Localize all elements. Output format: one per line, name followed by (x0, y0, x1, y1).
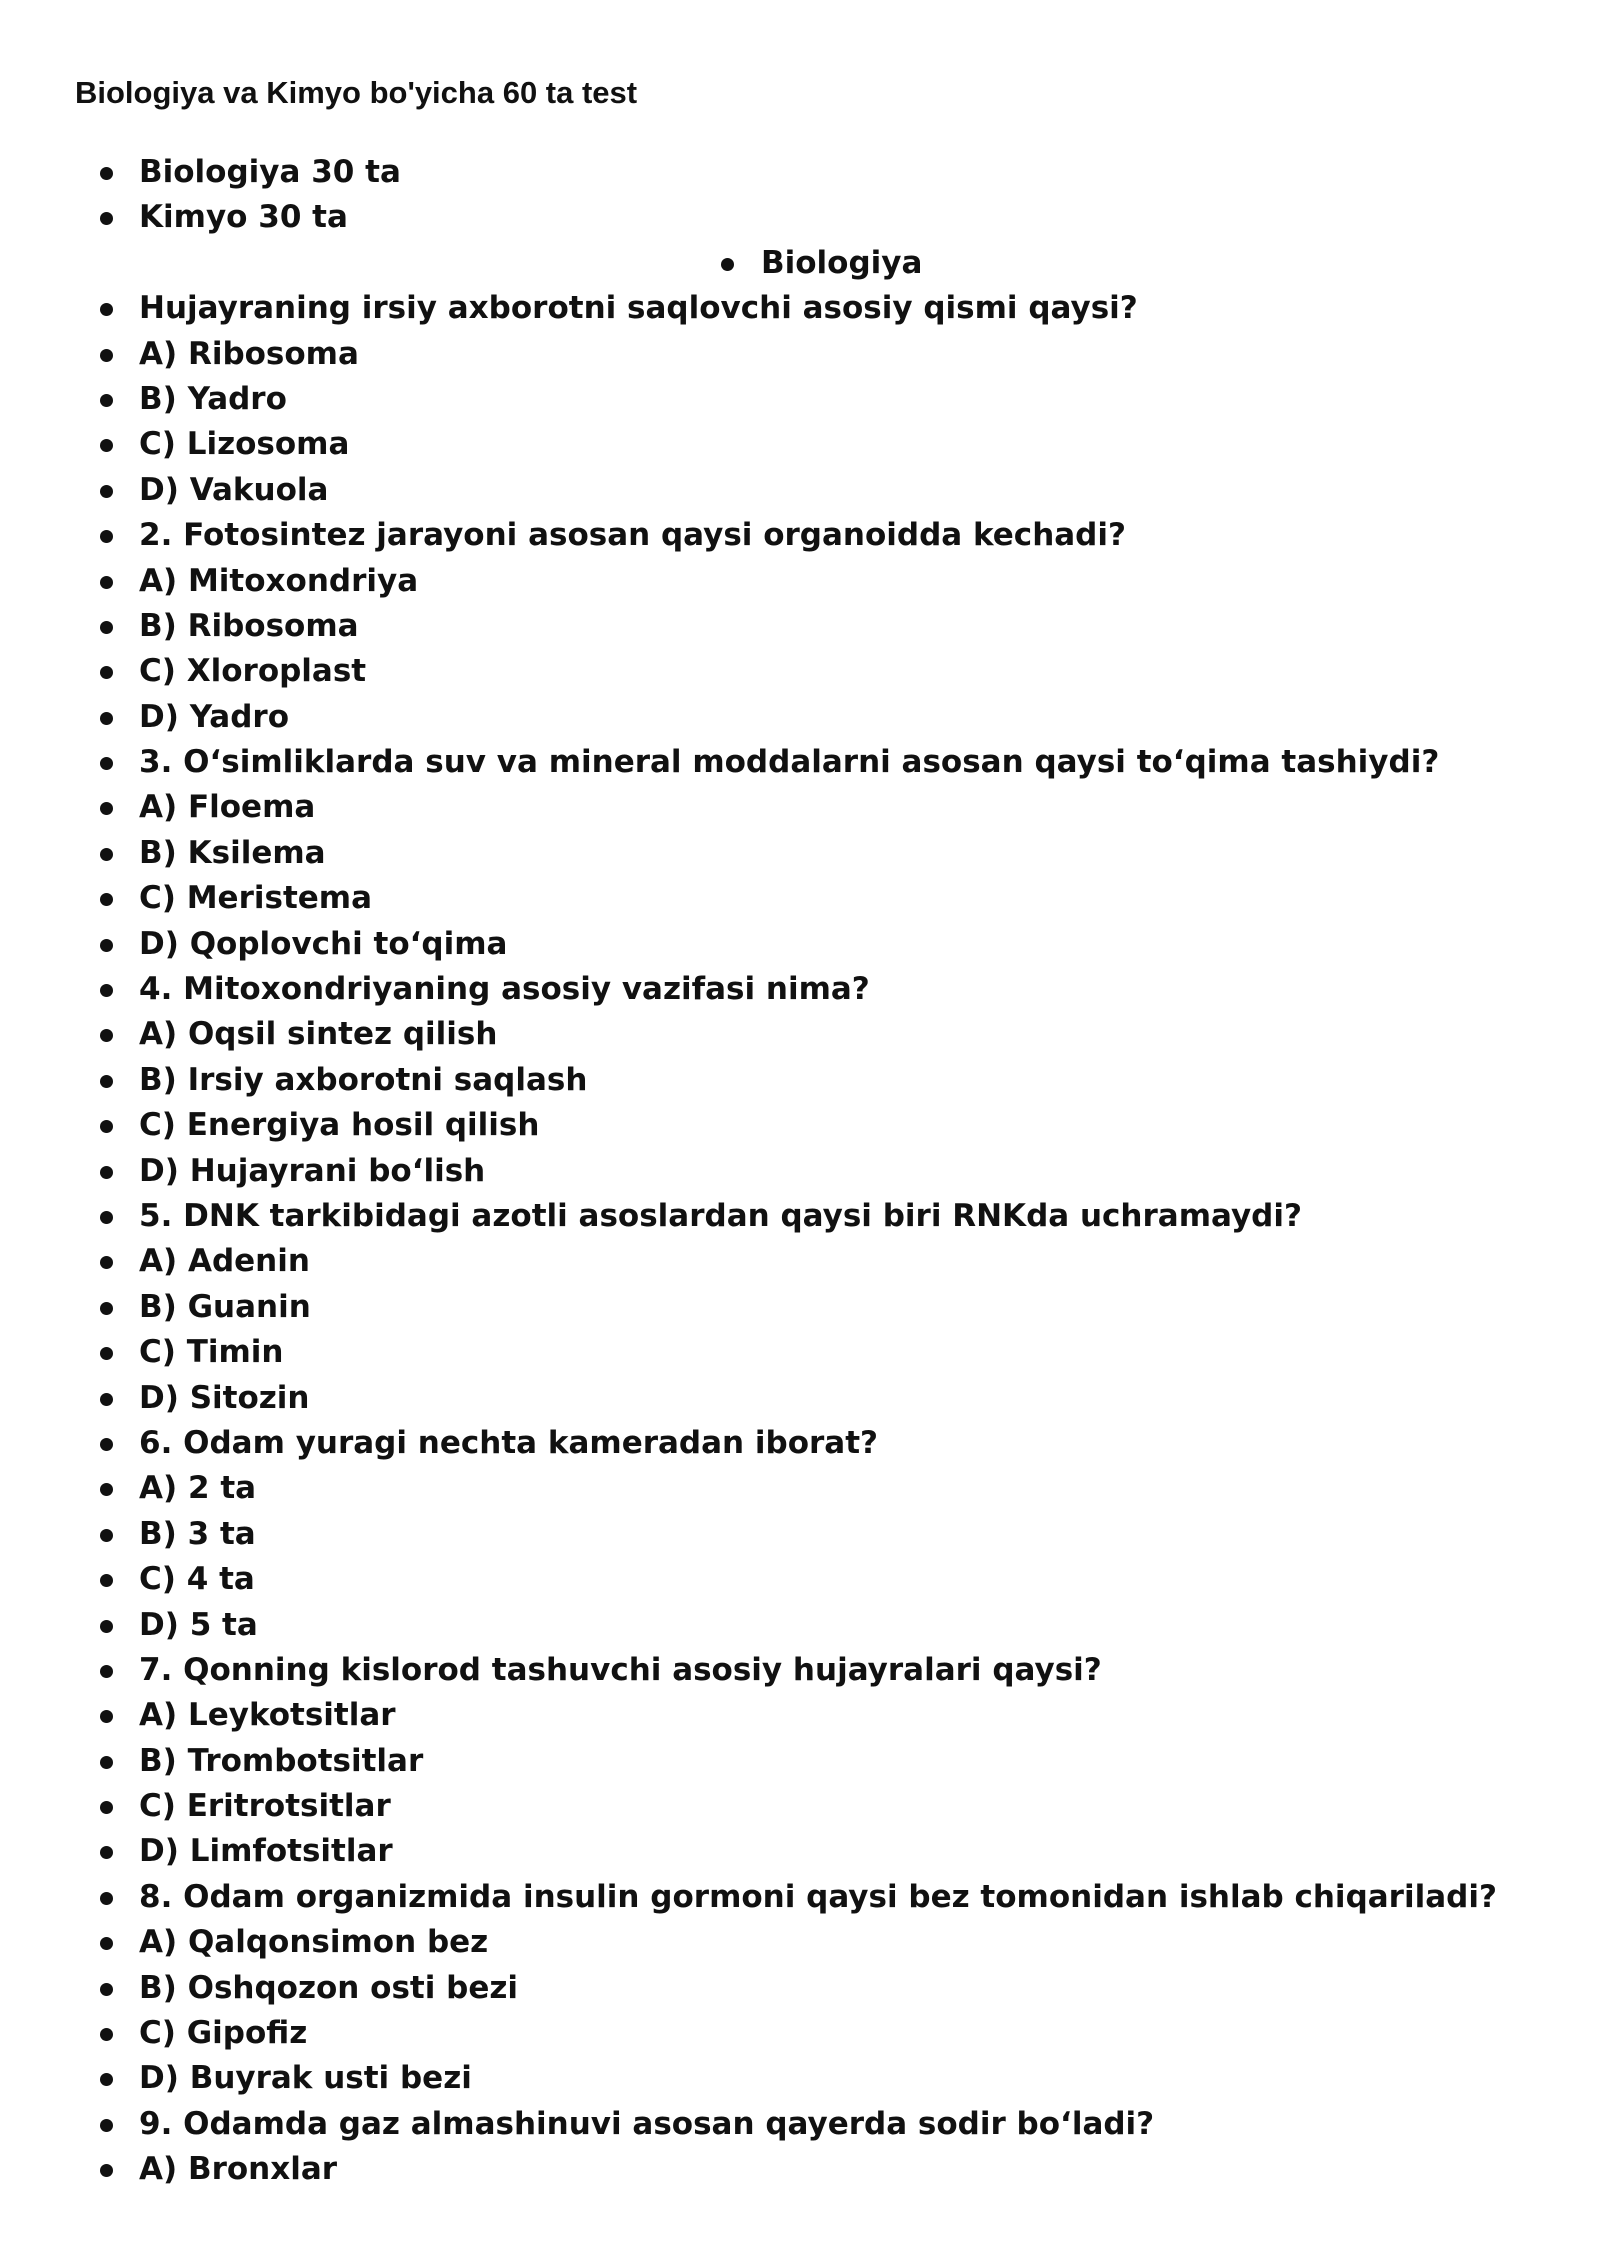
answer-option (0, 1739, 1600, 1784)
bullet-icon (100, 1801, 113, 1814)
bullet-list (0, 150, 1600, 2193)
question-text: 5. DNK tarkibidagi azotli asoslardan qaysi biri RNKda uchramaydi? (139, 1197, 1302, 1234)
answer-option (0, 1103, 1600, 1148)
bullet-icon (100, 1756, 113, 1769)
answer-option (0, 1466, 1600, 1511)
section-heading-text: Biologiya (761, 244, 923, 281)
bullet-icon (100, 1120, 113, 1133)
summary-item (0, 150, 1600, 195)
question-item (0, 2102, 1600, 2147)
answer-text: A) Bronxlar (139, 2151, 338, 2188)
question-item (0, 1421, 1600, 1466)
bullet-icon (100, 1029, 113, 1042)
answer-text: C) Xloroplast (139, 653, 367, 690)
answer-text: D) Qoplovchi to‘qima (139, 925, 508, 962)
answer-option (0, 1512, 1600, 1557)
answer-text: B) Trombotsitlar (139, 1742, 424, 1779)
bullet-icon (100, 212, 113, 225)
answer-text: B) Oshqozon osti bezi (139, 1969, 519, 2006)
bullet-icon (100, 1347, 113, 1360)
bullet-icon (100, 303, 113, 316)
bullet-icon (100, 1483, 113, 1496)
bullet-icon (100, 1574, 113, 1587)
question-item (0, 1875, 1600, 1920)
bullet-icon (100, 1665, 113, 1678)
bullet-icon (100, 712, 113, 725)
answer-text: C) Gipofiz (139, 2015, 308, 2052)
bullet-icon (100, 1892, 113, 1905)
bullet-icon (100, 439, 113, 452)
question-text: 6. Odam yuragi nechta kameradan iborat? (139, 1424, 879, 1461)
answer-text: A) 2 ta (139, 1470, 257, 1507)
answer-text: B) Yadro (139, 380, 287, 417)
bullet-icon (100, 939, 113, 952)
bullet-icon (100, 1620, 113, 1633)
answer-text: D) Buyrak usti bezi (139, 2060, 472, 2097)
answer-text: C) Lizosoma (139, 426, 350, 463)
answer-option (0, 1012, 1600, 1057)
answer-text: C) Energiya hosil qilish (139, 1107, 540, 1144)
answer-option (0, 468, 1600, 513)
question-text: 7. Qonning kislorod tashuvchi asosiy hujayralari qaysi? (139, 1651, 1102, 1688)
question-item (0, 513, 1600, 558)
answer-option (0, 1920, 1600, 1965)
answer-text: B) Ribosoma (139, 607, 359, 644)
answer-text: A) Leykotsitlar (139, 1697, 396, 1734)
question-item (0, 1648, 1600, 1693)
answer-text: A) Adenin (139, 1243, 310, 1280)
question-item (0, 740, 1600, 785)
bullet-icon (100, 757, 113, 770)
section-heading (0, 241, 1600, 286)
answer-option (0, 695, 1600, 740)
question-item (0, 1194, 1600, 1239)
answer-option (0, 377, 1600, 422)
bullet-icon (100, 802, 113, 815)
summary-text: Kimyo 30 ta (139, 199, 348, 236)
answer-text: A) Floema (139, 789, 316, 826)
question-item (0, 286, 1600, 331)
answer-option (0, 1376, 1600, 1421)
bullet-icon (721, 258, 734, 271)
bullet-icon (100, 167, 113, 180)
bullet-icon (100, 1075, 113, 1088)
answer-text: D) Limfotsitlar (139, 1833, 393, 1870)
question-item (0, 967, 1600, 1012)
answer-option (0, 922, 1600, 967)
answer-option (0, 1058, 1600, 1103)
question-text: 3. O‘simliklarda suv va mineral moddalarni asosan qaysi to‘qima tashiydi? (139, 744, 1440, 781)
bullet-icon (100, 1256, 113, 1269)
answer-text: C) Eritrotsitlar (139, 1788, 391, 1825)
bullet-icon (100, 666, 113, 679)
answer-option (0, 876, 1600, 921)
answer-text: D) Vakuola (139, 471, 329, 508)
question-text: 8. Odam organizmida insulin gormoni qaysi bez tomonidan ishlab chiqariladi? (139, 1878, 1497, 1915)
answer-option (0, 1693, 1600, 1738)
question-text: Hujayraning irsiy axborotni saqlovchi asosiy qismi qaysi? (139, 290, 1138, 327)
answer-option (0, 1557, 1600, 1602)
summary-item (0, 195, 1600, 240)
bullet-icon (100, 1710, 113, 1723)
bullet-icon (100, 349, 113, 362)
answer-text: A) Qalqonsimon bez (139, 1924, 489, 1961)
answer-text: B) 3 ta (139, 1515, 256, 1552)
answer-option (0, 2056, 1600, 2101)
answer-option (0, 2147, 1600, 2192)
bullet-icon (100, 1302, 113, 1315)
bullet-icon (100, 1393, 113, 1406)
answer-option (0, 1239, 1600, 1284)
answer-option (0, 1829, 1600, 1874)
answer-option (0, 1966, 1600, 2011)
answer-text: A) Oqsil sintez qilish (139, 1016, 498, 1053)
bullet-icon (100, 848, 113, 861)
answer-option (0, 1330, 1600, 1375)
answer-option (0, 604, 1600, 649)
answer-text: A) Ribosoma (139, 335, 359, 372)
answer-option (0, 649, 1600, 694)
bullet-icon (100, 1937, 113, 1950)
answer-text: B) Guanin (139, 1288, 311, 1325)
bullet-icon (100, 2028, 113, 2041)
bullet-icon (100, 485, 113, 498)
bullet-icon (100, 2073, 113, 2086)
answer-option (0, 2011, 1600, 2056)
answer-text: C) Meristema (139, 880, 373, 917)
bullet-icon (100, 893, 113, 906)
answer-option (0, 1285, 1600, 1330)
document-title: Biologiya va Kimyo bo'yicha 60 ta test (75, 75, 638, 110)
bullet-icon (100, 2119, 113, 2132)
answer-option (0, 785, 1600, 830)
bullet-icon (100, 1211, 113, 1224)
bullet-icon (100, 1529, 113, 1542)
summary-text: Biologiya 30 ta (139, 154, 401, 190)
answer-option (0, 559, 1600, 604)
answer-option (0, 1603, 1600, 1648)
bullet-icon (100, 2164, 113, 2177)
answer-text: B) Ksilema (139, 834, 326, 871)
bullet-icon (100, 1983, 113, 1996)
answer-text: D) Sitozin (139, 1379, 310, 1416)
bullet-icon (100, 576, 113, 589)
answer-option (0, 831, 1600, 876)
question-text: 9. Odamda gaz almashinuvi asosan qayerda sodir bo‘ladi? (139, 2105, 1155, 2142)
answer-option (0, 422, 1600, 467)
answer-text: C) 4 ta (139, 1561, 255, 1598)
answer-option (0, 1784, 1600, 1829)
bullet-icon (100, 394, 113, 407)
answer-text: D) 5 ta (139, 1606, 258, 1643)
bullet-icon (100, 530, 113, 543)
answer-text: C) Timin (139, 1334, 284, 1371)
question-text: 2. Fotosintez jarayoni asosan qaysi organoidda kechadi? (139, 517, 1126, 554)
answer-option (0, 332, 1600, 377)
answer-text: B) Irsiy axborotni saqlash (139, 1061, 588, 1098)
bullet-icon (100, 1846, 113, 1859)
bullet-icon (100, 621, 113, 634)
bullet-icon (100, 1438, 113, 1451)
answer-option (0, 1149, 1600, 1194)
answer-text: D) Yadro (139, 698, 289, 735)
bullet-icon (100, 1166, 113, 1179)
question-text: 4. Mitoxondriyaning asosiy vazifasi nima? (139, 971, 870, 1008)
answer-text: A) Mitoxondriya (139, 562, 419, 599)
bullet-icon (100, 984, 113, 997)
answer-text: D) Hujayrani bo‘lish (139, 1152, 486, 1189)
